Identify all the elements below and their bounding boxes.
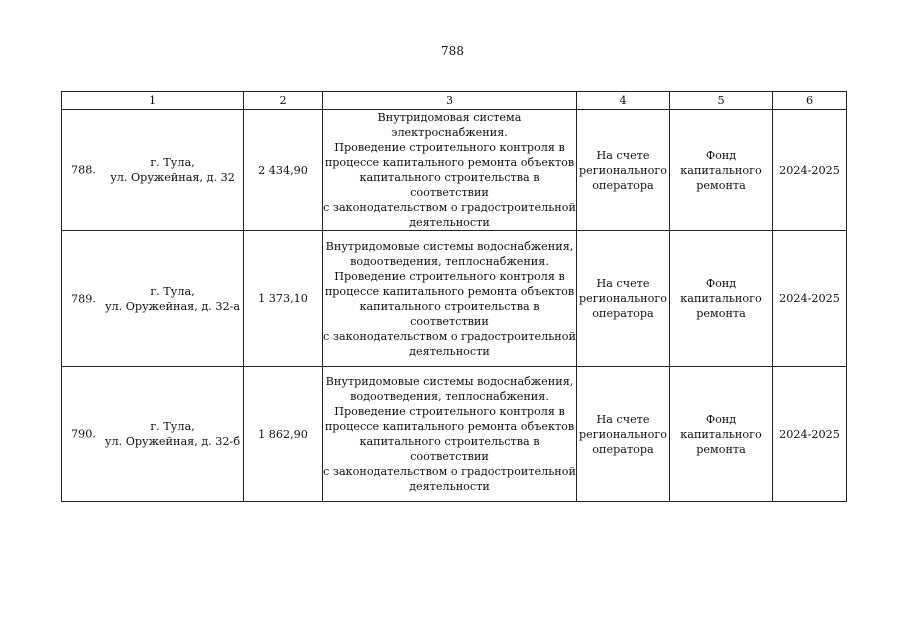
account-line: На счете: [596, 277, 650, 290]
funding-source-cell: [670, 367, 773, 502]
address-city: г. Тула,: [150, 420, 195, 433]
work-line: Внутридомовая система электроснабжения.: [377, 111, 522, 139]
work-line: Внутридомовые системы водоснабжения,: [325, 239, 574, 253]
work-line: процессе капитального ремонта объектов: [324, 284, 575, 298]
work-line: капитального строительства в соответствии: [359, 435, 540, 463]
header-col-6: 6: [773, 92, 847, 110]
source-line: Фонд: [705, 148, 737, 162]
address-city: г. Тула,: [150, 156, 195, 169]
cost-cell: 1 862,90: [244, 367, 323, 502]
work-description-cell: [323, 367, 577, 502]
work-line: капитального строительства в соответствии: [359, 171, 540, 199]
source-line: Фонд: [705, 412, 737, 426]
work-line: Проведение строительного контроля в: [334, 405, 565, 418]
work-description-cell: [323, 110, 577, 231]
table-row: [62, 231, 847, 367]
work-line: с законодательством о градостроительной: [323, 201, 576, 214]
account-line: регионального: [579, 163, 667, 177]
work-line: капитального строительства в соответствии: [359, 299, 540, 328]
address-cell: [62, 110, 244, 231]
source-line: капитального: [680, 292, 762, 305]
account-cell: [577, 367, 670, 502]
page-number: 788: [441, 44, 464, 58]
address-street: ул. Оружейная, д. 32-а: [104, 299, 241, 313]
period-cell: 2024-2025: [773, 367, 847, 502]
work-line: с законодательством о градостроительной: [323, 329, 576, 343]
source-line: капитального: [680, 427, 762, 441]
work-line: деятельности: [409, 480, 490, 493]
address-cell: [62, 231, 244, 367]
address-cell: [62, 367, 244, 502]
work-line: деятельности: [409, 344, 490, 358]
header-col-3: 3: [323, 92, 577, 110]
account-line: оператора: [592, 307, 654, 320]
header-row: [62, 92, 847, 110]
funding-source-cell: [670, 231, 773, 367]
source-line: ремонта: [696, 307, 746, 320]
repair-register-table: [61, 91, 847, 502]
account-line: регионального: [579, 292, 667, 305]
work-line: процессе капитального ремонта объектов: [324, 156, 575, 169]
work-line: Проведение строительного контроля в: [334, 141, 565, 154]
account-line: регионального: [579, 427, 667, 441]
work-line: с законодательством о градостроительной: [323, 465, 576, 478]
row-number: 790.: [71, 427, 96, 441]
account-cell: [577, 231, 670, 367]
cost-cell: 1 373,10: [244, 231, 323, 367]
work-line: водоотведения, теплоснабжения.: [350, 254, 549, 268]
account-line: На счете: [596, 148, 650, 162]
period-cell: 2024-2025: [773, 110, 847, 231]
source-line: капитального: [680, 163, 762, 177]
work-line: деятельности: [409, 216, 490, 229]
address-street: ул. Оружейная, д. 32-б: [104, 435, 241, 448]
address-city: г. Тула,: [150, 284, 195, 298]
table-row: [62, 367, 847, 502]
funding-source-cell: [670, 110, 773, 231]
period-cell: 2024-2025: [773, 231, 847, 367]
work-line: Проведение строительного контроля в: [334, 269, 565, 283]
source-line: Фонд: [705, 277, 737, 290]
header-col-4: 4: [577, 92, 670, 110]
work-line: процессе капитального ремонта объектов: [324, 420, 575, 433]
work-description-cell: [323, 231, 577, 367]
account-cell: [577, 110, 670, 231]
table-row: [62, 110, 847, 231]
address-street: ул. Оружейная, д. 32: [110, 171, 235, 184]
account-line: оператора: [592, 178, 654, 192]
source-line: ремонта: [696, 178, 746, 192]
header-col-1: 1: [62, 92, 244, 110]
work-line: водоотведения, теплоснабжения.: [350, 390, 549, 403]
row-number: 788.: [71, 163, 96, 177]
header-col-5: 5: [670, 92, 773, 110]
account-line: оператора: [592, 442, 654, 456]
header-col-2: 2: [244, 92, 323, 110]
account-line: На счете: [596, 412, 650, 426]
work-line: Внутридомовые системы водоснабжения,: [325, 375, 574, 388]
row-number: 789.: [71, 292, 96, 305]
cost-cell: 2 434,90: [244, 110, 323, 231]
source-line: ремонта: [696, 442, 746, 456]
